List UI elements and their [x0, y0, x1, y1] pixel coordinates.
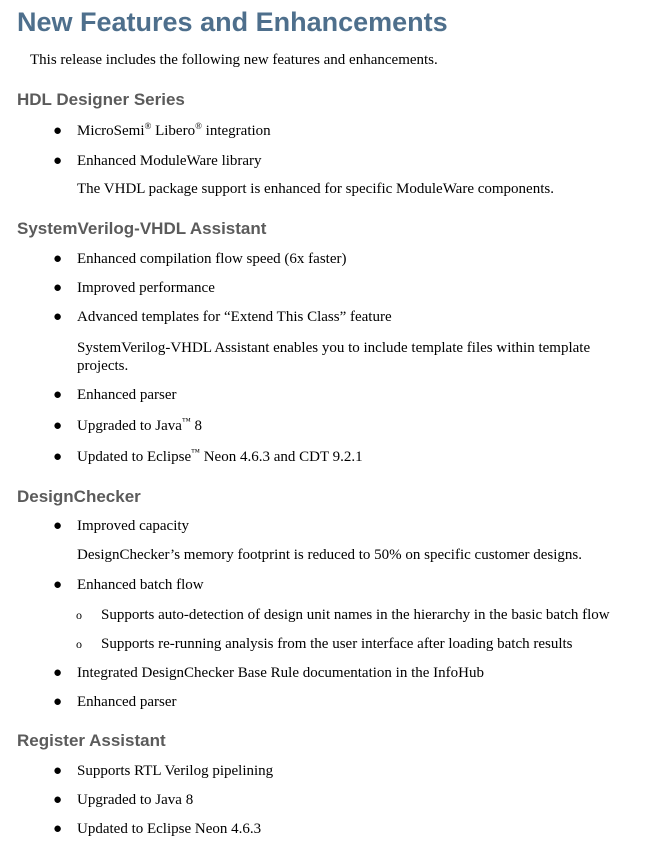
list-item-text: Enhanced batch flow	[77, 577, 204, 593]
trademark-mark: ™	[181, 416, 191, 426]
page-title: New Features and Enhancements	[17, 7, 448, 37]
sub-list-item-text: Supports re-running analysis from the user interface after loading batch results	[101, 636, 573, 652]
list-item-text: Upgraded to Java 8	[77, 792, 194, 808]
sub-list-item-text: Supports auto-detection of design unit names in the hierarchy in the basic batch flow	[101, 607, 610, 623]
registered-mark: ®	[195, 121, 202, 131]
intro-paragraph: This release includes the following new features and enhancements.	[30, 52, 438, 68]
list-item-text: Integrated DesignChecker Base Rule documentation in the InfoHub	[77, 665, 484, 681]
bullet-icon: ●	[53, 387, 63, 403]
bullet-icon: ●	[53, 577, 63, 593]
list-item-text: Enhanced ModuleWare library	[77, 153, 262, 169]
list-item-text: Enhanced parser	[77, 694, 177, 710]
bullet-icon: ●	[53, 449, 63, 465]
list-item-note: SystemVerilog-VHDL Assistant enables you to include template files within template projects.	[77, 340, 591, 374]
bullet-icon: ●	[53, 418, 63, 434]
list-item-text: Updated to Eclipse Neon 4.6.3	[77, 821, 262, 837]
bullet-icon: ●	[53, 665, 63, 681]
bullet-icon: ●	[53, 792, 63, 808]
list-item-text: Improved performance	[77, 280, 215, 296]
bullet-icon: ●	[53, 518, 63, 534]
list-item-text: Improved capacity	[77, 518, 190, 534]
list-item-note: DesignChecker’s memory footprint is reduced to 50% on specific customer designs.	[77, 547, 583, 563]
section-heading-register-assistant: Register Assistant	[17, 731, 166, 750]
bullet-icon: ●	[53, 251, 63, 267]
section-heading-designchecker: DesignChecker	[17, 487, 141, 506]
list-item-text: Enhanced parser	[77, 387, 177, 403]
bullet-icon: ●	[53, 153, 63, 169]
registered-mark: ®	[144, 121, 152, 131]
list-item-text: MicroSemi® Libero® integration	[77, 121, 271, 139]
bullet-icon: ●	[53, 309, 63, 325]
list-item-text: Upgraded to Java™ 8	[77, 416, 203, 434]
bullet-icon: ●	[53, 280, 63, 296]
section-heading-systemverilog-vhdl-assistant: SystemVerilog-VHDL Assistant	[17, 219, 267, 238]
bullet-icon: ●	[53, 123, 63, 139]
list-item-text: Enhanced compilation flow speed (6x faster)	[77, 251, 347, 267]
bullet-icon: ●	[53, 694, 63, 710]
list-item-text: Supports RTL Verilog pipelining	[77, 763, 274, 779]
list-item-text: Updated to Eclipse™ Neon 4.6.3 and CDT 9.2.1	[77, 447, 363, 465]
section-heading-hdl-designer-series: HDL Designer Series	[17, 90, 185, 109]
bullet-icon: ●	[53, 821, 63, 837]
hollow-bullet-icon: o	[76, 637, 82, 651]
trademark-mark: ™	[191, 447, 200, 457]
list-item-note: The VHDL package support is enhanced for specific ModuleWare components.	[77, 181, 554, 197]
list-item-text: Advanced templates for “Extend This Class” feature	[77, 309, 392, 325]
hollow-bullet-icon: o	[76, 608, 82, 622]
bullet-icon: ●	[53, 763, 63, 779]
